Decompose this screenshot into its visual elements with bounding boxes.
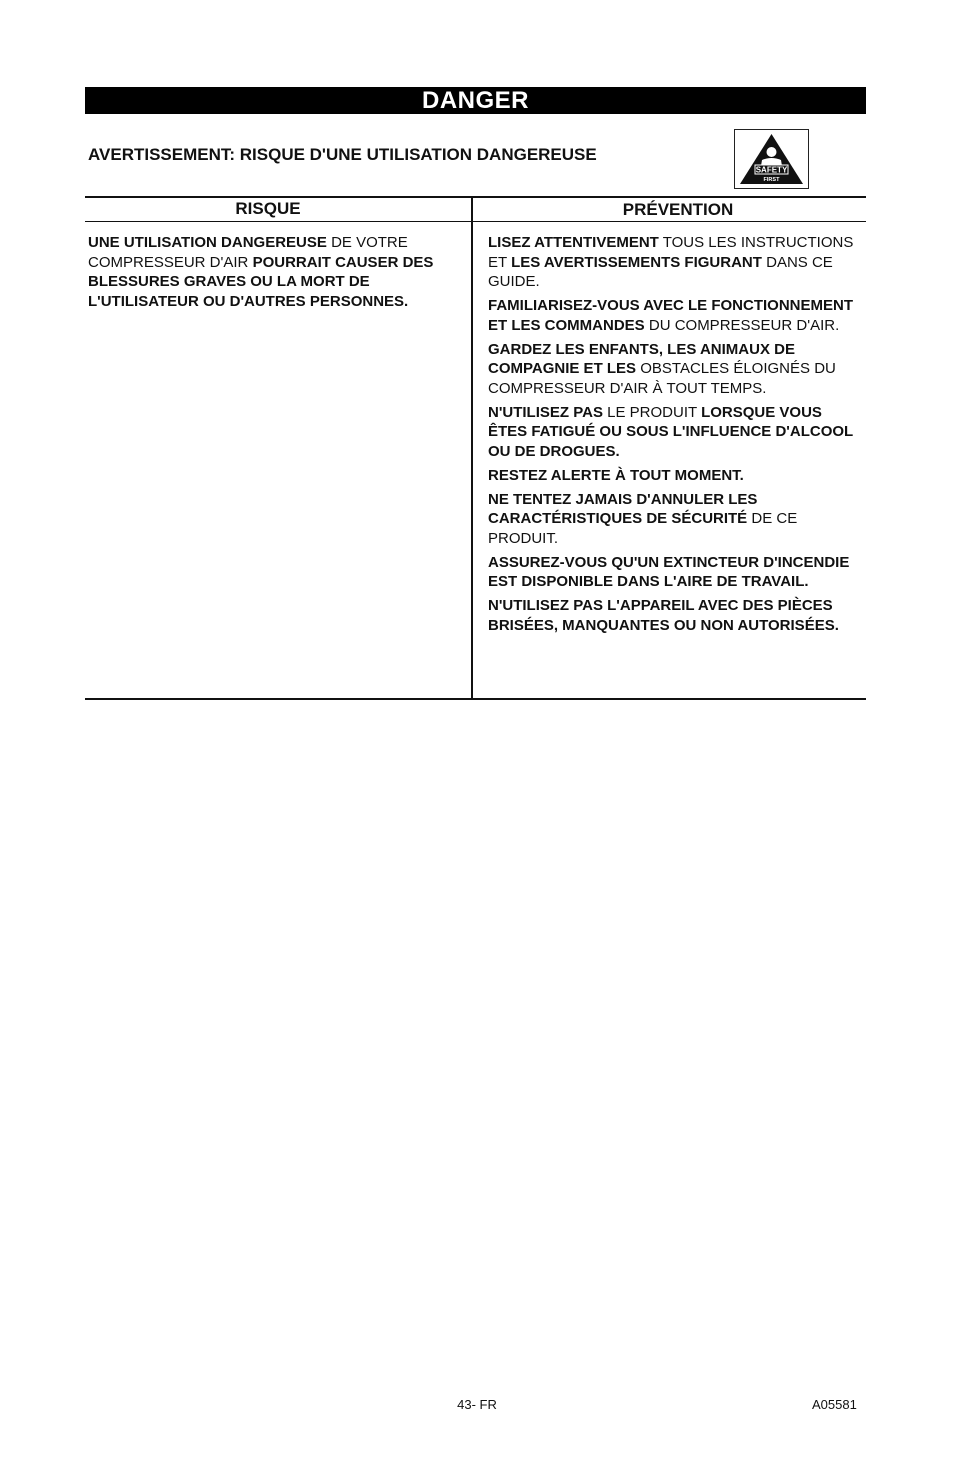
prevention-text-segment: DU COMPRESSEUR D'AIR. [644,316,840,334]
risk-description [88,233,453,311]
risk-column-header: RISQUE [235,199,301,218]
warning-subtitle: AVERTISSEMENT: RISQUE D'UNE UTILISATION DANGEREUSE [88,145,597,164]
prevention-text-segment: LISEZ ATTENTIVEMENT [488,234,659,251]
prevention-text-segment: GARDEZ LES ENFANTS, LES ANIMAUX DE COMPAGNIE ET LES [488,340,795,377]
prevention-item-broken-parts [488,596,860,635]
safety-first-logo [734,129,809,189]
table-bottom-rule [85,698,866,700]
prevention-item-familiarize [488,296,860,335]
table-header-rule [85,221,866,222]
prevention-text-segment: DE CE PRODUIT. [488,510,798,547]
prevention-column-header: PRÉVENTION [622,200,734,219]
prevention-item-safety-features [488,490,860,549]
prevention-text-segment: N'UTILISEZ PAS L'APPAREIL AVEC DES PIÈCES BRISÉES, MANQUANTES OU NON AUTORISÉES. [488,597,839,634]
prevention-item-stay-alert [488,466,860,486]
prevention-item-read-instructions [488,233,860,292]
prevention-list [488,233,860,640]
prevention-text-segment: RESTEZ ALERTE À TOUT MOMENT. [488,466,744,484]
table-column-divider [471,196,473,699]
document-code: A05581 [812,1397,857,1412]
prevention-text-segment: N'UTILISEZ PAS [488,403,603,421]
prevention-text-segment: DANS CE GUIDE. [488,253,833,290]
prevention-text-segment: LES AVERTISSEMENTS FIGURANT [511,253,762,271]
prevention-text-segment: FAMILIARISEZ-VOUS AVEC LE FONCTIONNEMENT ET LES COMMANDES [488,297,854,334]
prevention-text-segment: OBSTACLES ÉLOIGNÉS DU COMPRESSEUR D'AIR À TOUT TEMPS. [488,360,836,397]
logo-text-safety: SAFETY [755,165,788,175]
table-top-rule [85,196,866,198]
prevention-text-segment: NE TENTEZ JAMAIS D'ANNULER LES CARACTÉRISTIQUES DE SÉCURITÉ [488,490,758,527]
prevention-text-segment: TOUS LES INSTRUCTIONS ET [488,234,854,271]
prevention-item-fatigue [488,403,860,462]
risk-text-segment: UNE UTILISATION DANGEREUSE [88,234,327,251]
safety-first-icon [735,130,808,188]
prevention-text-segment: LE PRODUIT [602,403,702,421]
risk-text-segment: POURRAIT CAUSER DES BLESSURES GRAVES OU LA MORT DE L'UTILISATEUR OU D'AUTRES PERSONNES. [88,253,434,310]
page-number: 43- FR [457,1397,497,1412]
prevention-text-segment: LORSQUE VOUS ÊTES FATIGUÉ OU SOUS L'INFLUENCE D'ALCOOL OU DE DROGUES. [488,403,853,460]
logo-text-first: FIRST [763,177,780,183]
prevention-text-segment: ASSUREZ-VOUS QU'UN EXTINCTEUR D'INCENDIE EST DISPONIBLE DANS L'AIRE DE TRAVAIL. [488,553,850,590]
danger-banner: DANGER [85,87,866,114]
prevention-item-keep-away [488,340,860,399]
risk-text-segment: DE VOTRE COMPRESSEUR D'AIR [88,234,408,271]
prevention-item-extinguisher [488,553,860,592]
